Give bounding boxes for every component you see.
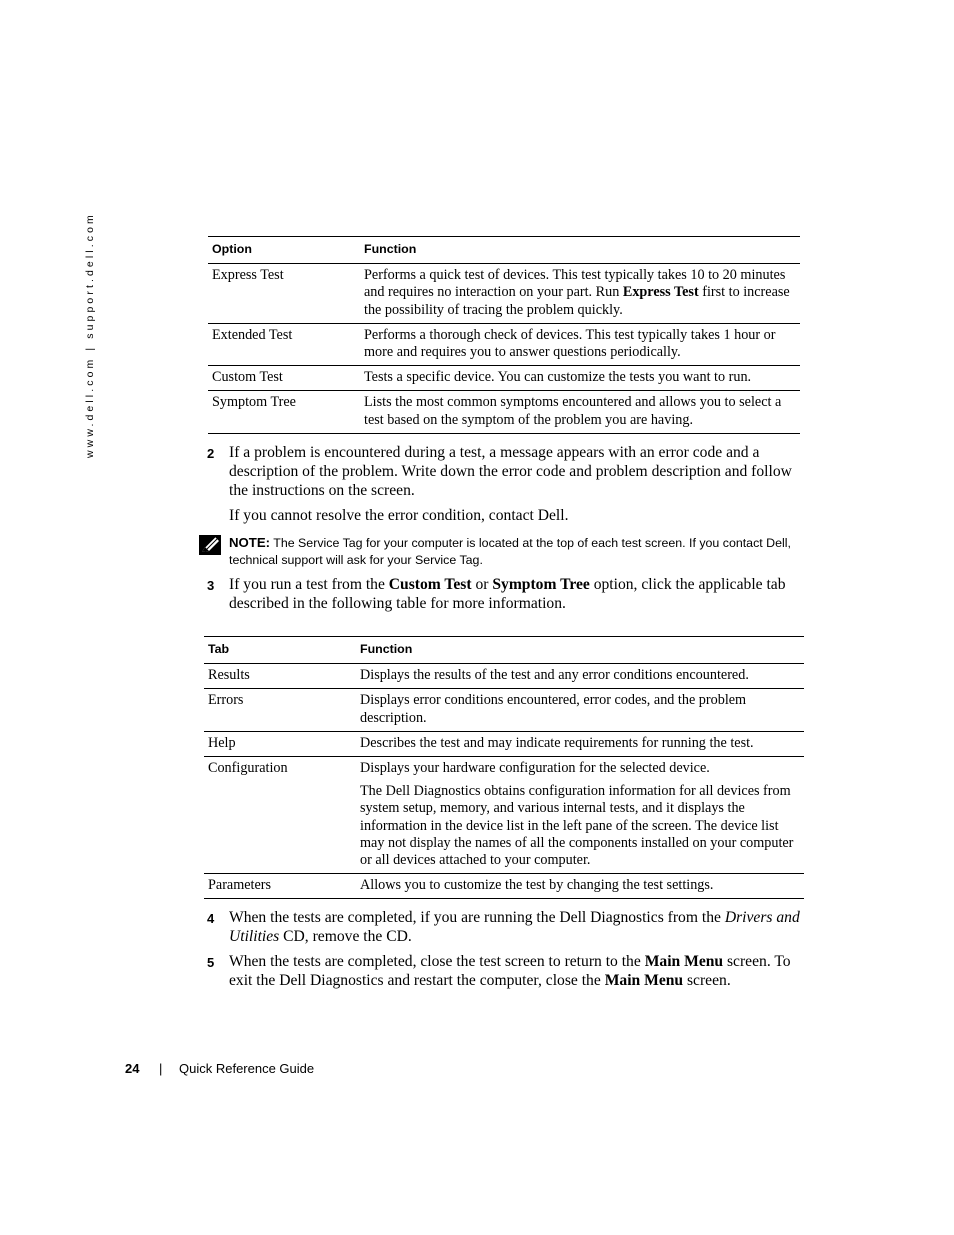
- option-cell: Custom Test: [208, 366, 360, 391]
- note-text: NOTE: The Service Tag for your computer is located at the top of each test screen. If you contact Dell, technical support will ask for your Service Tag.: [229, 535, 791, 567]
- page-footer: [125, 1061, 315, 1076]
- column-header-function: Function: [356, 637, 804, 664]
- table-row: [204, 757, 804, 874]
- step-number: 5: [207, 955, 215, 970]
- note-pencil-icon: [199, 535, 221, 555]
- document-title: Quick Reference Guide: [179, 1061, 315, 1076]
- tab-cell: Help: [204, 731, 356, 756]
- function-cell: Performs a quick test of devices. This test typically takes 10 to 20 minutes and requires no interaction on your part. Run Express Test first to increase the possibility of tracing the problem quickly.: [360, 264, 800, 324]
- table-row: [204, 874, 804, 899]
- table-row: [208, 366, 800, 391]
- table-header-row: [208, 237, 800, 264]
- table-row: [208, 323, 800, 365]
- function-cell: Displays the results of the test and any error conditions encountered.: [356, 664, 804, 689]
- tab-cell: Configuration: [204, 757, 356, 874]
- step-number: 4: [207, 911, 215, 926]
- step-text: If a problem is encountered during a test, a message appears with an error code and a description of the problem. Write down the error code and problem description and follow the instructions on the screen.: [229, 444, 792, 499]
- function-paragraph: Displays your hardware configuration for the selected device.: [360, 760, 710, 777]
- function-cell: Performs a thorough check of devices. This test typically takes 1 hour or more and requires you to answer questions periodically.: [360, 323, 800, 365]
- column-header-option: Option: [208, 237, 360, 264]
- side-url: www.dell.com | support.dell.com: [84, 212, 96, 458]
- step-number: 3: [207, 578, 215, 593]
- column-header-tab: Tab: [204, 637, 356, 664]
- tab-cell: Parameters: [204, 874, 356, 899]
- step-number: 2: [207, 446, 215, 461]
- function-paragraph: The Dell Diagnostics obtains configuration information for all devices from system setup, memory, and various internal tests, and it displays the information in the device list in the left pane of the screen. The device list may not display the names of all the components installed on your computer or all devices attached to your computer.: [360, 783, 794, 869]
- table-row: [204, 664, 804, 689]
- table-row: [208, 264, 800, 324]
- function-cell: [356, 757, 804, 874]
- function-cell: Allows you to customize the test by changing the test settings.: [356, 874, 804, 899]
- function-cell: Tests a specific device. You can customize the tests you want to run.: [360, 366, 800, 391]
- table-row: [204, 689, 804, 731]
- function-cell: Displays error conditions encountered, error codes, and the problem description.: [356, 689, 804, 731]
- tabs-table: [204, 636, 804, 899]
- tab-cell: Results: [204, 664, 356, 689]
- options-table: [208, 236, 800, 434]
- function-cell: Lists the most common symptoms encountered and allows you to select a test based on the symptom of the problem you are having.: [360, 391, 800, 433]
- step-text: When the tests are completed, if you are running the Dell Diagnostics from the Drivers and Utilities CD, remove the CD.: [229, 909, 800, 945]
- option-cell: Extended Test: [208, 323, 360, 365]
- table-row: [204, 731, 804, 756]
- footer-separator: |: [159, 1061, 163, 1076]
- option-cell: Express Test: [208, 264, 360, 324]
- option-cell: Symptom Tree: [208, 391, 360, 433]
- function-cell: Describes the test and may indicate requirements for running the test.: [356, 731, 804, 756]
- table-header-row: [204, 637, 804, 664]
- contact-paragraph: If you cannot resolve the error condition, contact Dell.: [229, 507, 569, 524]
- table-row: [208, 391, 800, 433]
- step-text: If you run a test from the Custom Test or Symptom Tree option, click the applicable tab described in the following table for more information.: [229, 576, 786, 612]
- page-number: 24: [125, 1061, 140, 1076]
- step-text: When the tests are completed, close the test screen to return to the Main Menu screen. To exit the Dell Diagnostics and restart the computer, close the Main Menu screen.: [229, 953, 791, 989]
- column-header-function: Function: [360, 237, 800, 264]
- tab-cell: Errors: [204, 689, 356, 731]
